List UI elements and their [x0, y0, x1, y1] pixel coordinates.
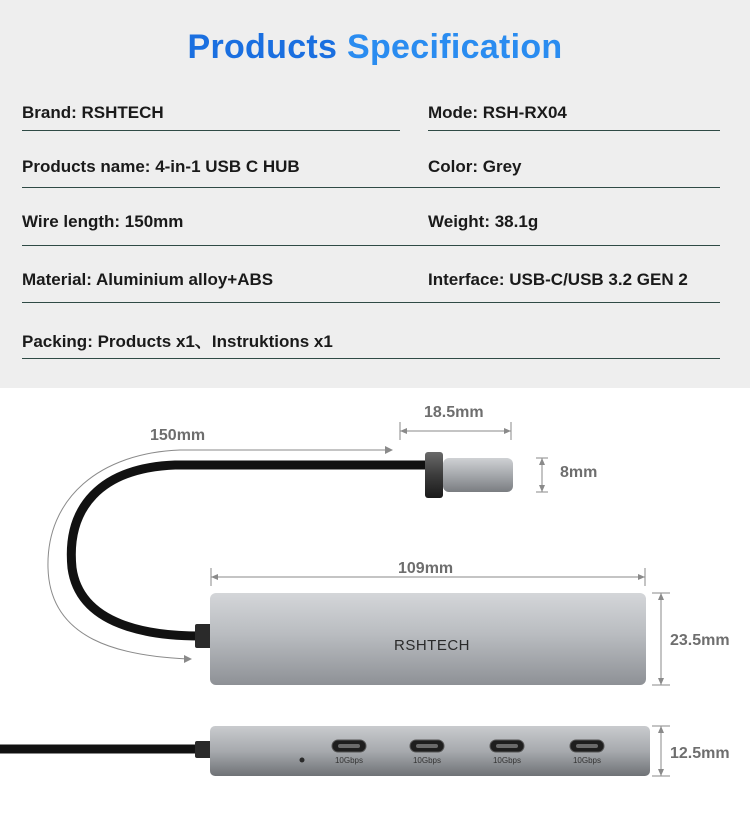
port-speed-label: 10Gbps — [412, 756, 442, 765]
divider — [22, 358, 720, 359]
product-drawing — [0, 388, 750, 838]
hub-thickness-label: 12.5mm — [670, 745, 730, 762]
port-speed-label: 10Gbps — [572, 756, 602, 765]
spec-mode: Mode: RSH-RX04 — [428, 103, 567, 122]
plug-length-label: 18.5mm — [424, 404, 484, 421]
usb-c-plug — [443, 458, 513, 492]
title-part-1: Products — [187, 28, 338, 66]
hub-height-label: 23.5mm — [670, 632, 730, 649]
spec-weight: Weight: 38.1g — [428, 212, 539, 231]
spec-wire-length: Wire length: 150mm — [22, 212, 184, 231]
spec-material: Material: Aluminium alloy+ABS — [22, 270, 274, 289]
led-indicator — [300, 758, 305, 763]
spec-color: Color: Grey — [428, 157, 522, 176]
port-speed-label: 10Gbps — [334, 756, 364, 765]
divider — [22, 245, 720, 246]
divider — [22, 187, 720, 188]
divider — [428, 130, 720, 131]
page-title — [0, 28, 750, 67]
title-part-2: Specification — [347, 28, 563, 66]
spec-brand: Brand: RSHTECH — [22, 103, 164, 122]
hub-length-label: 109mm — [398, 560, 454, 577]
dimension-diagram — [0, 388, 750, 838]
hub-brand-label: RSHTECH — [393, 637, 471, 654]
cable-length-label: 150mm — [150, 427, 206, 444]
plug-height-label: 8mm — [560, 464, 598, 481]
plug-boot — [425, 452, 443, 498]
spec-section — [0, 0, 750, 388]
spec-interface: Interface: USB-C/USB 3.2 GEN 2 — [428, 270, 688, 289]
spec-product-name: Products name: 4-in-1 USB C HUB — [22, 157, 300, 176]
arc-arrow-end — [385, 446, 393, 454]
arc-arrow-start — [184, 655, 192, 663]
divider — [22, 302, 720, 303]
port-speed-label: 10Gbps — [492, 756, 522, 765]
spec-packing: Packing: Products x1、Instruktions x1 — [22, 332, 333, 351]
divider — [22, 130, 400, 131]
